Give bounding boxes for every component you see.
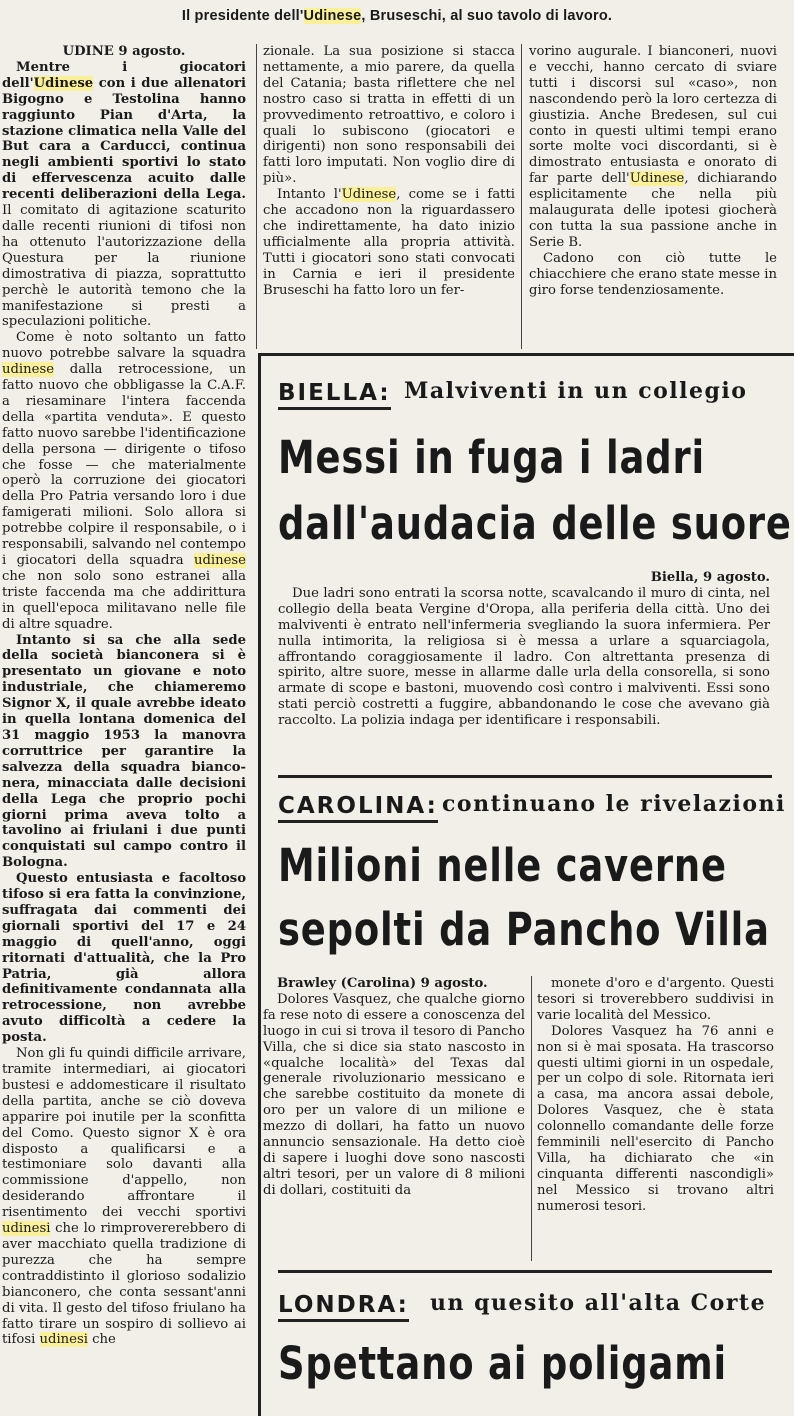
- paragraph: Dolores Vasquez ha 76 anni e non si è mai sposata. Ha trascorso questi ultimi giorni in un ospedale, per un colpo di sole. Ritornata ieri a casa, ma ancora assai debole, Dolores Vasquez, che è stata colonnello comandante delle forze femminili nell'esercito di Pancho Villa, ha dichiarato che «in cinquanta differenti nascondigli» nel Messico si trovano altri numerosi tesori.: [537, 1023, 774, 1214]
- highlighted-term: Udinese: [33, 75, 94, 91]
- paragraph: Dolores Vasquez, che qualche giorno fa rese noto di essere a conoscenza del luogo in cui si trova il tesoro di Pancho Villa, che si dice sia stato nascosto in «qualche località» del Texas dal generale rivoluzionario messicano e che sarebbe costituito da monete di oro per un valore di un milione e mezzo di dollari, ha fatto un nuovo annuncio sensazionale. Ha detto cioè di sapere i luoghi dove sono nascosti altri tesori, per un valore di 8 milioni di dollari, costituiti da: [263, 991, 525, 1198]
- article-column-2: [263, 44, 515, 344]
- highlighted-term: udinesi: [39, 1332, 88, 1348]
- article-column-1: [2, 44, 246, 1396]
- highlighted-term: udinesi: [2, 1221, 51, 1237]
- paragraph: Questo entusiasta e facoltoso tifoso si era fatta la convinzione, suffragata dai commenti dei giornali sportivi del 17 e 24 maggio di quell'anno, oggi ritornati d'attualità, che la Pro Patria, già allora definitivamente condannata alla retrocessione, non avrebbe avuto difficoltà a cedere la posta.: [2, 871, 246, 1046]
- highlighted-term: Udinese: [341, 187, 397, 203]
- story-dateline: Brawley (Carolina) 9 agosto.: [277, 976, 488, 991]
- paragraph: Non gli fu quindi difficile arrivare, tramite intermediari, ai giocatori bustesi e addomesticare il risultato della partita, anche se ciò doveva apparire poi inutile per la sconfitta del Como. Questo signor X è ora disposto a qualificarsi e a testimoniare solo davanti alla commissione d'appello, non desiderando affrontare il risentimento dei vecchi sportivi udinesi che lo rimprovererebbero di aver macchiato quella tradizione di purezza che ha sempre contraddistinto il glorioso sodalizio bianconero, che conta sessant'anni di vita. Il gesto del tifoso friulano ha fatto tirare un sospiro di sollievo ai tifosi udinesi che: [2, 1046, 246, 1348]
- column-divider: [521, 44, 522, 349]
- biella-kicker: BIELLA:: [278, 380, 391, 410]
- article-column-3: [529, 44, 777, 344]
- section-divider: [278, 775, 772, 778]
- carolina-kicker: CAROLINA:: [278, 793, 438, 823]
- paragraph: Intanto l'Udinese, come se i fatti che accadono non la riguardassero che indirettamente, ha dato inizio ufficialmente alla propria attività. Tutti i giocatori sono stati convocati in Carnia e ieri il presidente Bruseschi ha fatto loro un fer-: [263, 187, 515, 298]
- highlighted-term: Udinese: [629, 171, 685, 187]
- highlighted-term: udinese: [193, 553, 246, 568]
- column-divider: [531, 976, 532, 1261]
- carolina-headline-line-2: sepolti da Pancho Villa: [278, 903, 770, 956]
- photo-caption: Il presidente dell'Udinese, Bruseschi, al suo tavolo di lavoro.: [181, 8, 613, 24]
- paragraph: zionale. La sua posizione si stacca nettamente, a mio parere, da quella del Catania; basta riflettere che nel nostro caso si tratta in effetti di un provvedimento retroattivo, e coloro i quali lo subiscono (giocatori e dirigenti) non sono responsabili dei fatti loro imputati. Non voglio dire di più».: [263, 44, 515, 187]
- biella-story: [278, 570, 770, 729]
- carolina-headline-line-1: Milioni nelle caverne: [278, 839, 727, 892]
- carolina-story-right: [537, 976, 774, 1215]
- paragraph: Intanto si sa che alla sede della società bianconera si è presentato un giovane e noto industriale, che chiameremo Signor X, il quale avrebbe ideato in quella lontana domenica del 31 maggio 1953 la manovra corruttrice per garantire la salvezza della squadra bianco-nera, minacciata dalle decisioni della Lega che proprio pochi giorni prima aveva tolto a tavolino ai friulani i due punti conquistati sul campo contro il Bologna.: [2, 632, 246, 871]
- paragraph: Mentre i giocatori dell'Udinese con i due allenatori Bigogno e Testolina hanno raggiunto Pian d'Arta, la stazione climatica nella Valle del But cara a Carducci, continua negli ambienti sportivi lo stato di effervescenza acuito dalle recenti deliberazioni della Lega. Il comitato di agitazione scaturito dalle recenti riunioni di tifosi non ha ottenuto l'autorizzazione della Questura per la riunione dimostrativa di piazza, soprattutto perchè le autorità temono che la manifestazione si presti a speculazioni politiche.: [2, 59, 246, 330]
- column-divider: [256, 44, 257, 349]
- carolina-story-left: [263, 976, 525, 1199]
- section-divider: [278, 1270, 772, 1273]
- story-dateline: Biella, 9 agosto.: [650, 570, 770, 585]
- paragraph: Come è noto soltanto un fatto nuovo potrebbe salvare la squadra udinese dalla retrocessione, un fatto nuovo che obbligasse la C.A.F. a riesaminare l'intera faccenda della «partita venduta». E questo fatto nuovo sarebbe l'identificazione della persona — dirigente o tifoso che fosse — che materialmente operò la corruzione dei giocatori della Pro Patria versando loro i due famigerati milioni. Solo allora si potrebbe colpire il responsabile, o i responsabili, salvando nel contempo i giocatori della squadra udinese che non solo sono estranei alla triste faccenda ma che addirittura in quell'epoca militavano nelle file di altre squadre.: [2, 330, 246, 632]
- paragraph: Cadono con ciò tutte le chiacchiere che erano state messe in giro forse tendenziosamente.: [529, 250, 777, 298]
- highlighted-term: Udinese: [303, 8, 362, 24]
- paragraph: Due ladri sono entrati la scorsa notte, scavalcando il muro di cinta, nel collegio della beata Vergine d'Oropa, alla periferia della città. Uno dei malviventi è entrato nell'infermeria svegliando la suora infermiera. Per nulla intimorita, la religiosa si è messa a urlare a squarciagola, affrontando coraggiosamente il ladro. Con altrettanta presenza di spirito, altre suore, messe in allarme dalle urla della consorella, si sono armate di scope e bastoni, muovendo così contro i malviventi. Essi sono stati perciò costretti a fuggire, abbandonando le cose che avevano già raccolto. La polizia indaga per identificare i responsabili.: [278, 585, 770, 729]
- biella-kicker-subtitle: Malviventi in un collegio: [404, 378, 748, 404]
- biella-headline-line-1: Messi in fuga i ladri: [278, 431, 705, 484]
- carolina-kicker-subtitle: continuano le rivelazioni: [442, 791, 786, 817]
- highlighted-term: udinese: [2, 362, 55, 378]
- biella-headline-line-2: dall'audacia delle suore: [278, 497, 792, 550]
- londra-kicker: LONDRA:: [278, 1292, 409, 1322]
- article-dateline: UDINE 9 agosto.: [62, 44, 186, 59]
- paragraph: vorino augurale. I bianconeri, nuovi e vecchi, hanno cercato di sviare tutti i discorsi sul «caso», non nascondendo però la loro certezza di giustizia. Anche Bredesen, sul cui conto in questi ultimi tempi erano sorte molte voci discordanti, si è dimostrato entusiasta e onorato di far parte dell'Udinese, dichiarando esplicitamente che nella più malaugurata delle ipotesi giocherà con tutta la sua passione anche in Serie B.: [529, 44, 777, 250]
- londra-headline-line-1: Spettano ai poligami: [278, 1337, 727, 1390]
- londra-kicker-subtitle: un quesito all'alta Corte: [430, 1290, 767, 1316]
- paragraph: monete d'oro e d'argento. Questi tesori si troverebbero suddivisi in varie località del Messico.: [537, 976, 774, 1023]
